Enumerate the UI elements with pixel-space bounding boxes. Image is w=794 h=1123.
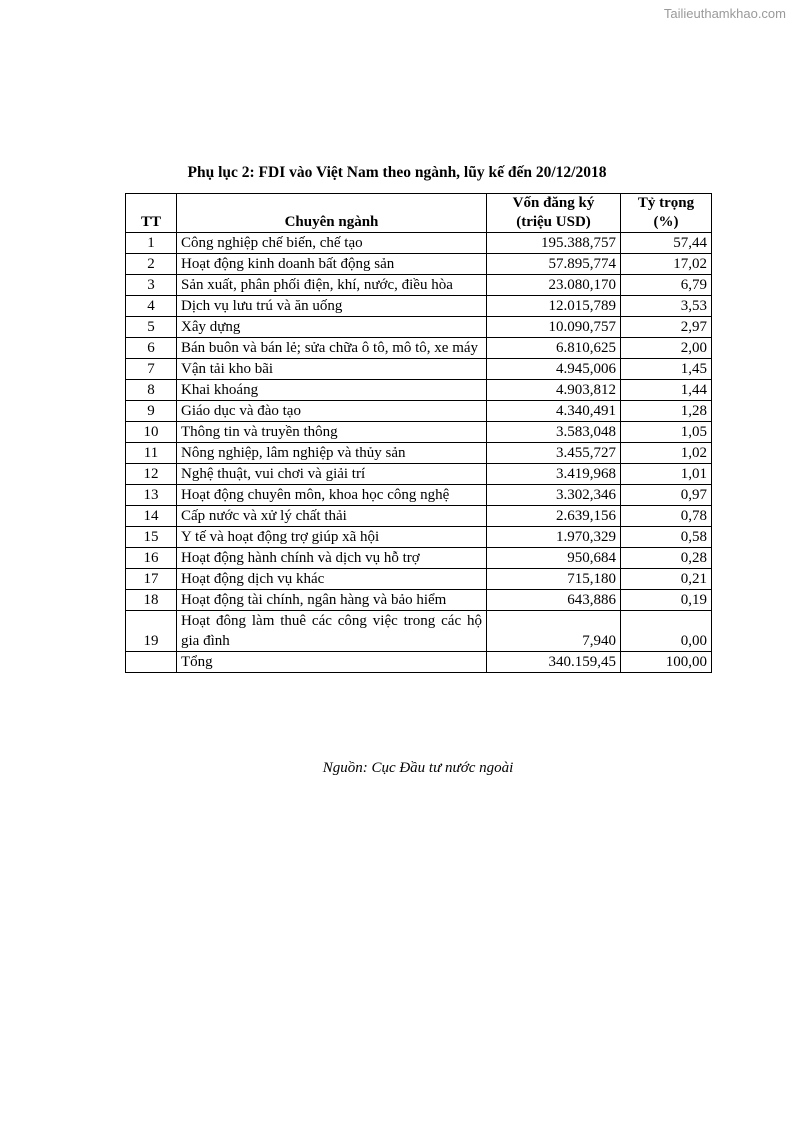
header-share-line2: (%) <box>653 214 679 230</box>
row-share: 0,28 <box>621 548 712 569</box>
row-share: 1,01 <box>621 464 712 485</box>
row-capital: 3.455,727 <box>487 443 621 464</box>
row-sector: Thông tin và truyền thông <box>177 422 487 443</box>
row-capital: 4.903,812 <box>487 380 621 401</box>
row-sector: Nông nghiệp, lâm nghiệp và thủy sản <box>177 443 487 464</box>
row-share: 1,28 <box>621 401 712 422</box>
row-tt: 16 <box>126 548 177 569</box>
row-sector: Hoạt đông làm thuê các công việc trong các hộ gia đình <box>177 611 487 652</box>
row-tt: 9 <box>126 401 177 422</box>
row-capital: 3.302,346 <box>487 485 621 506</box>
header-share <box>621 194 712 233</box>
row-sector: Dịch vụ lưu trú và ăn uống <box>177 296 487 317</box>
row-share: 1,02 <box>621 443 712 464</box>
row-tt: 19 <box>126 611 177 652</box>
table-row <box>126 485 712 506</box>
row-share: 0,58 <box>621 527 712 548</box>
total-share: 100,00 <box>621 652 712 673</box>
table-row <box>126 548 712 569</box>
table-header-row <box>126 194 712 233</box>
table-row <box>126 380 712 401</box>
row-tt: 13 <box>126 485 177 506</box>
row-share: 2,97 <box>621 317 712 338</box>
row-tt: 5 <box>126 317 177 338</box>
total-tt <box>126 652 177 673</box>
row-tt: 6 <box>126 338 177 359</box>
header-share-line1: Tỷ trọng <box>637 195 695 211</box>
header-tt: TT <box>126 194 177 233</box>
row-capital: 195.388,757 <box>487 233 621 254</box>
total-capital: 340.159,45 <box>487 652 621 673</box>
row-tt: 8 <box>126 380 177 401</box>
row-sector: Hoạt động dịch vụ khác <box>177 569 487 590</box>
row-tt: 3 <box>126 275 177 296</box>
row-share: 6,79 <box>621 275 712 296</box>
header-capital-line1: Vốn đăng ký <box>512 195 595 211</box>
row-capital: 950,684 <box>487 548 621 569</box>
row-capital: 3.583,048 <box>487 422 621 443</box>
row-share: 0,97 <box>621 485 712 506</box>
row-capital: 2.639,156 <box>487 506 621 527</box>
table-row <box>126 506 712 527</box>
header-sector: Chuyên ngành <box>177 194 487 233</box>
table-row <box>126 569 712 590</box>
row-capital: 57.895,774 <box>487 254 621 275</box>
row-tt: 1 <box>126 233 177 254</box>
watermark: Tailieuthamkhao.com <box>663 6 786 21</box>
table-row <box>126 464 712 485</box>
row-share: 0,21 <box>621 569 712 590</box>
appendix-title: Phụ lục 2: FDI vào Việt Nam theo ngành, lũy kế đến 20/12/2018 <box>187 164 607 181</box>
row-capital: 6.810,625 <box>487 338 621 359</box>
row-share: 1,44 <box>621 380 712 401</box>
row-capital: 4.340,491 <box>487 401 621 422</box>
row-share: 3,53 <box>621 296 712 317</box>
row-capital: 4.945,006 <box>487 359 621 380</box>
row-sector: Khai khoáng <box>177 380 487 401</box>
row-capital: 12.015,789 <box>487 296 621 317</box>
row-tt: 11 <box>126 443 177 464</box>
total-label: Tổng <box>177 652 487 673</box>
row-tt: 10 <box>126 422 177 443</box>
row-tt: 17 <box>126 569 177 590</box>
row-capital: 1.970,329 <box>487 527 621 548</box>
row-tt: 18 <box>126 590 177 611</box>
table-row <box>126 296 712 317</box>
row-tt: 12 <box>126 464 177 485</box>
row-tt: 14 <box>126 506 177 527</box>
row-share: 17,02 <box>621 254 712 275</box>
row-sector: Nghệ thuật, vui chơi và giải trí <box>177 464 487 485</box>
row-capital: 715,180 <box>487 569 621 590</box>
total-row <box>126 652 712 673</box>
table-row <box>126 422 712 443</box>
table-row <box>126 317 712 338</box>
table-row <box>126 233 712 254</box>
table-row <box>126 590 712 611</box>
row-capital: 7,940 <box>487 611 621 652</box>
table-row <box>126 338 712 359</box>
row-tt: 15 <box>126 527 177 548</box>
table-row <box>126 275 712 296</box>
row-share: 2,00 <box>621 338 712 359</box>
row-tt: 7 <box>126 359 177 380</box>
row-capital: 3.419,968 <box>487 464 621 485</box>
row-sector: Cấp nước và xử lý chất thải <box>177 506 487 527</box>
row-share: 0,78 <box>621 506 712 527</box>
header-capital-line2: (triệu USD) <box>516 214 591 230</box>
table-row <box>126 527 712 548</box>
row-share: 0,19 <box>621 590 712 611</box>
row-tt: 4 <box>126 296 177 317</box>
row-sector: Bán buôn và bán lẻ; sửa chữa ô tô, mô tô, xe máy <box>177 338 487 359</box>
fdi-table <box>125 193 712 673</box>
table-row <box>126 443 712 464</box>
row-sector: Sản xuất, phân phối điện, khí, nước, điều hòa <box>177 275 487 296</box>
row-sector: Y tế và hoạt động trợ giúp xã hội <box>177 527 487 548</box>
table-row <box>126 611 712 652</box>
row-capital: 23.080,170 <box>487 275 621 296</box>
header-capital <box>487 194 621 233</box>
row-share: 0,00 <box>621 611 712 652</box>
row-sector: Công nghiệp chế biến, chế tạo <box>177 233 487 254</box>
table-row <box>126 401 712 422</box>
row-sector: Hoạt động hành chính và dịch vụ hỗ trợ <box>177 548 487 569</box>
table-row <box>126 359 712 380</box>
row-sector: Xây dựng <box>177 317 487 338</box>
row-sector: Hoạt động tài chính, ngân hàng và bảo hiểm <box>177 590 487 611</box>
row-share: 57,44 <box>621 233 712 254</box>
row-sector: Hoạt động kinh doanh bất động sản <box>177 254 487 275</box>
row-capital: 643,886 <box>487 590 621 611</box>
row-share: 1,45 <box>621 359 712 380</box>
source-note: Nguồn: Cục Đầu tư nước ngoài <box>322 760 514 776</box>
row-share: 1,05 <box>621 422 712 443</box>
row-sector: Vận tải kho bãi <box>177 359 487 380</box>
row-sector: Giáo dục và đào tạo <box>177 401 487 422</box>
table-row <box>126 254 712 275</box>
row-capital: 10.090,757 <box>487 317 621 338</box>
row-sector: Hoạt động chuyên môn, khoa học công nghệ <box>177 485 487 506</box>
row-tt: 2 <box>126 254 177 275</box>
